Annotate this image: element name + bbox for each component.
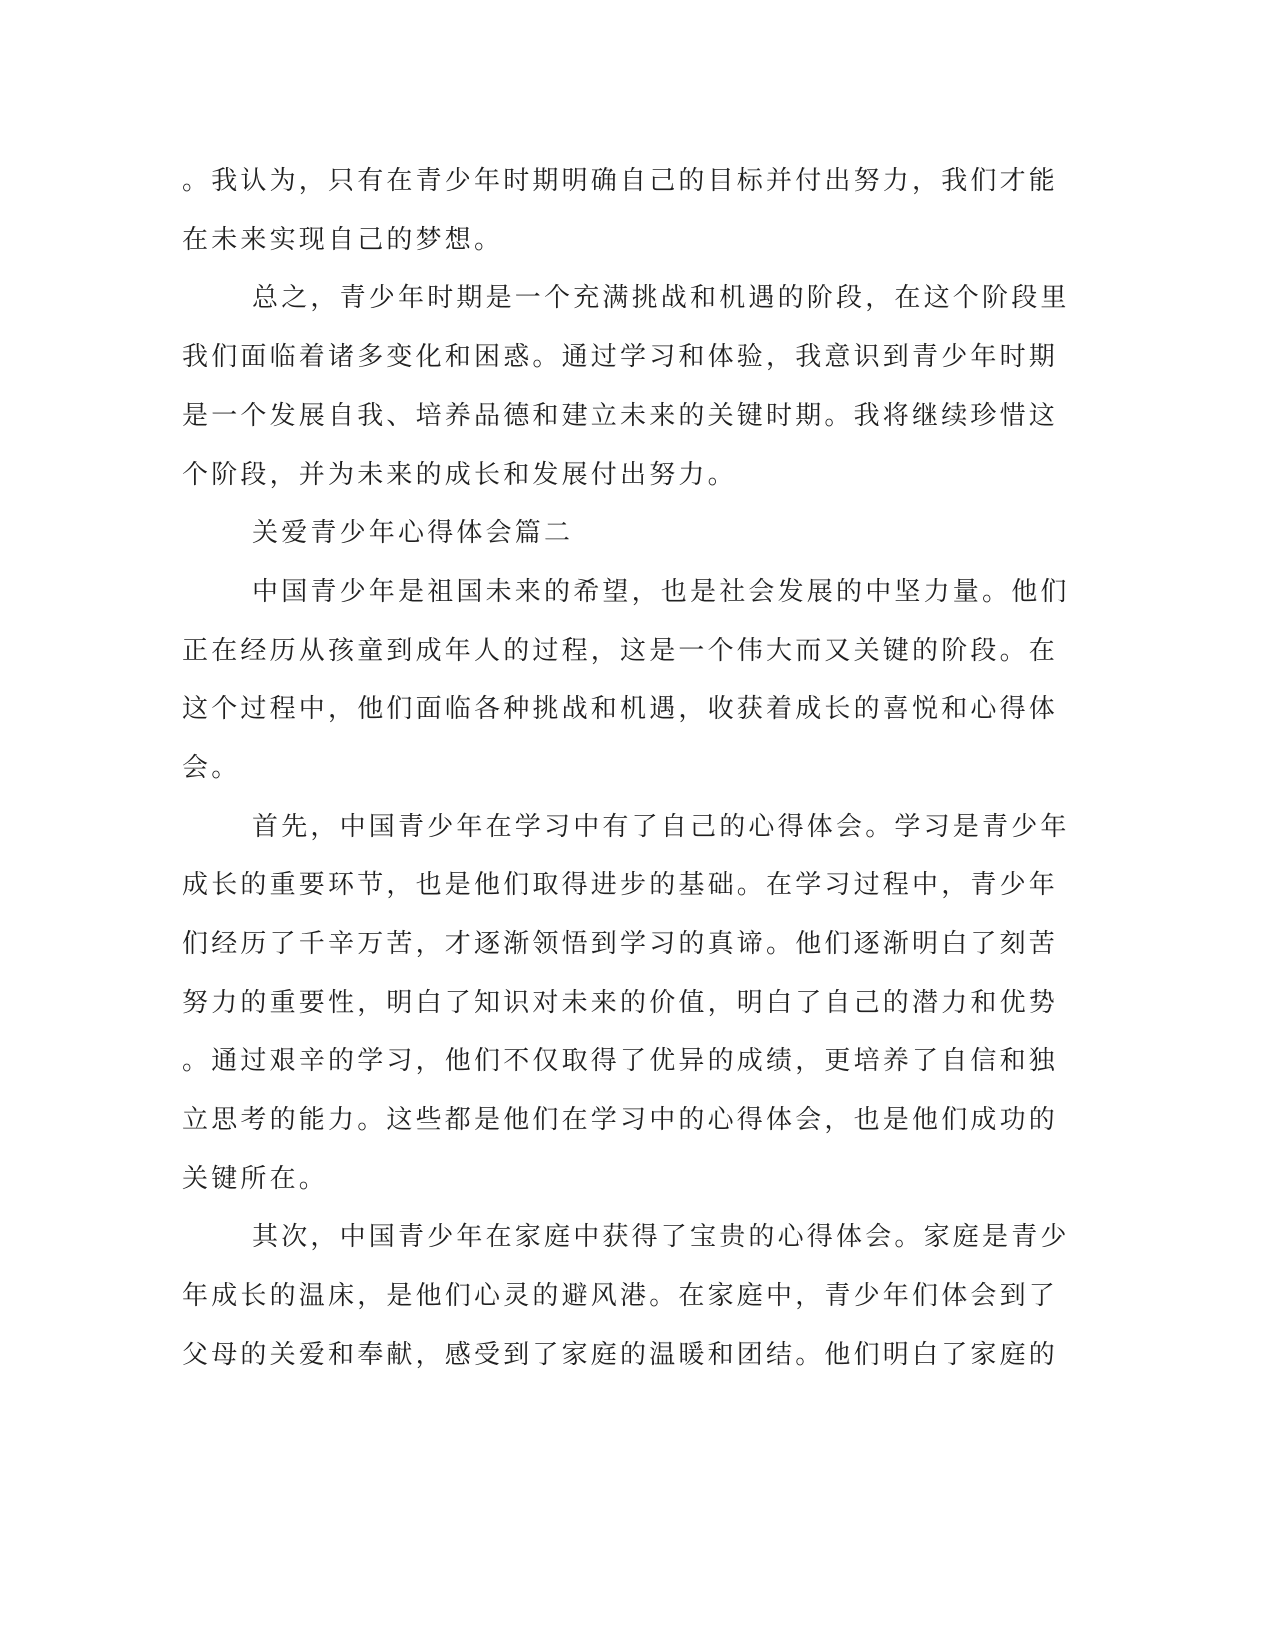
text-line: 在未来实现自己的梦想。 (182, 225, 504, 255)
text-line: 是一个发展自我、培养品德和建立未来的关键时期。我将继续珍惜这 (182, 401, 1059, 431)
text-line: 成长的重要环节，也是他们取得进步的基础。在学习过程中，青少年 (182, 870, 1059, 900)
text-line: 正在经历从孩童到成年人的过程，这是一个伟大而又关键的阶段。在 (182, 636, 1059, 666)
text-line: 努力的重要性，明白了知识对未来的价值，明白了自己的潜力和优势 (182, 988, 1059, 1018)
text-line: 我们面临着诸多变化和困惑。通过学习和体验，我意识到青少年时期 (182, 342, 1059, 372)
text-line: 们经历了千辛万苦，才逐渐领悟到学习的真谛。他们逐渐明白了刻苦 (182, 929, 1059, 959)
paragraph-first-line: 总之，青少年时期是一个充满挑战和机遇的阶段，在这个阶段里 (252, 283, 1070, 313)
text-line: 这个过程中，他们面临各种挑战和机遇，收获着成长的喜悦和心得体 (182, 694, 1059, 724)
paragraph-first-line: 首先，中国青少年在学习中有了自己的心得体会。学习是青少年 (252, 812, 1070, 842)
text-line: 。我认为，只有在青少年时期明确自己的目标并付出努力，我们才能 (182, 166, 1059, 196)
paragraph-first-line: 中国青少年是祖国未来的希望，也是社会发展的中坚力量。他们 (252, 577, 1070, 607)
text-line: 父母的关爱和奉献，感受到了家庭的温暖和团结。他们明白了家庭的 (182, 1340, 1059, 1370)
text-line: 会。 (182, 753, 241, 783)
text-line: 立思考的能力。这些都是他们在学习中的心得体会，也是他们成功的 (182, 1105, 1059, 1135)
paragraph-first-line: 其次，中国青少年在家庭中获得了宝贵的心得体会。家庭是青少 (252, 1222, 1070, 1252)
text-line: 关键所在。 (182, 1164, 329, 1194)
text-line: 。通过艰辛的学习，他们不仅取得了优异的成绩，更培养了自信和独 (182, 1046, 1059, 1076)
text-line: 年成长的温床，是他们心灵的避风港。在家庭中，青少年们体会到了 (182, 1281, 1059, 1311)
section-heading: 关爱青少年心得体会篇二 (252, 518, 574, 548)
text-line: 个阶段，并为未来的成长和发展付出努力。 (182, 460, 737, 490)
